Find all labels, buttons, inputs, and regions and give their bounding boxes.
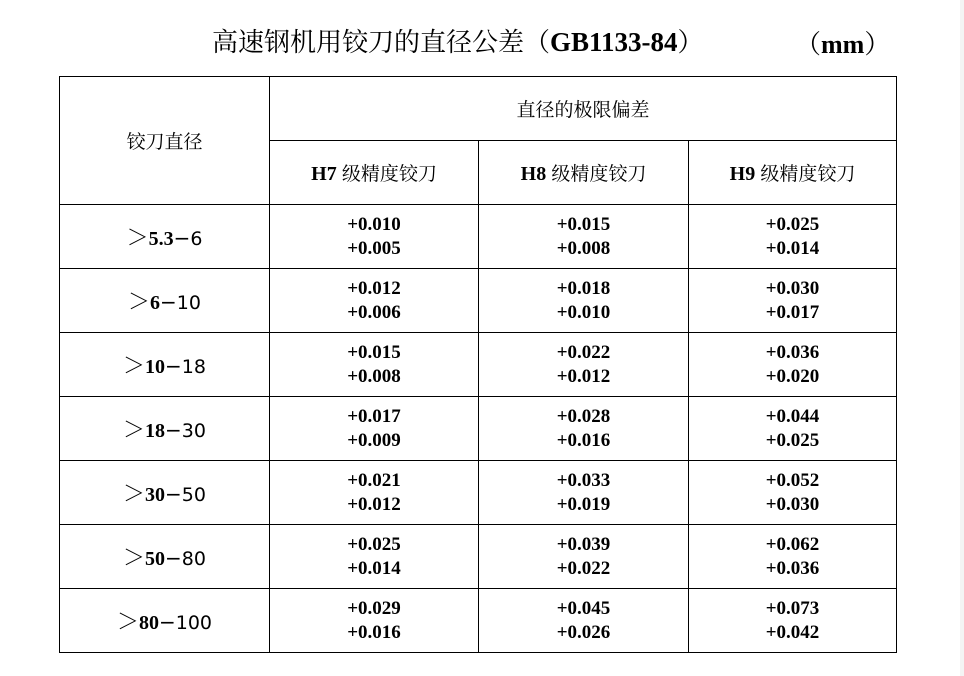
range-from: 5.3: [148, 228, 174, 250]
lower-deviation: +0.008: [556, 237, 611, 259]
unit-label: [795, 24, 890, 61]
standard-code: GB1133-84: [550, 27, 678, 57]
table-row: [60, 397, 897, 461]
range-dash: −: [173, 226, 191, 250]
lower-deviation: +0.036: [765, 557, 820, 579]
grade-header-h7: [270, 141, 479, 205]
deviation-cell-h8: [479, 333, 689, 397]
upper-deviation: +0.029: [347, 597, 401, 619]
range-from: 50: [145, 548, 166, 570]
upper-deviation: +0.045: [556, 597, 611, 619]
deviation-cell-h9: [689, 333, 897, 397]
window-edge: [960, 0, 964, 676]
unit-text: mm: [821, 30, 865, 59]
diameter-range-cell: [60, 333, 270, 397]
range-from: 80: [138, 612, 159, 634]
title-close: ）: [677, 28, 704, 58]
greater-than-sign: ＞: [123, 482, 146, 507]
table-row: [60, 269, 897, 333]
greater-than-sign: ＞: [123, 418, 146, 443]
grade-label: 级精度铰刀: [760, 163, 856, 185]
lower-deviation: +0.012: [556, 365, 611, 387]
deviation-cell-h7: [270, 205, 479, 269]
upper-deviation: +0.018: [556, 277, 611, 299]
deviation-cell-h8: [479, 269, 689, 333]
deviation-cell-h9: [689, 397, 897, 461]
deviation-cell-h7: [270, 269, 479, 333]
range-from: 10: [145, 356, 166, 378]
upper-deviation: +0.021: [347, 469, 401, 491]
row-header-diameter: 铰刀直径: [60, 77, 270, 205]
range-dash: −: [158, 610, 176, 634]
lower-deviation: +0.008: [347, 365, 401, 387]
lower-deviation: +0.030: [765, 493, 820, 515]
lower-deviation: +0.010: [556, 301, 611, 323]
upper-deviation: +0.017: [347, 405, 401, 427]
diameter-range-cell: [60, 269, 270, 333]
greater-than-sign: ＞: [123, 354, 146, 379]
range-to: 10: [176, 292, 201, 314]
grade-code: H7: [311, 163, 337, 185]
lower-deviation: +0.012: [347, 493, 401, 515]
upper-deviation: +0.033: [556, 469, 611, 491]
lower-deviation: +0.019: [556, 493, 611, 515]
range-dash: −: [165, 418, 182, 442]
lower-deviation: +0.014: [347, 557, 401, 579]
group-header-deviation: 直径的极限偏差: [270, 77, 897, 141]
deviation-cell-h9: [689, 269, 897, 333]
upper-deviation: +0.028: [556, 405, 611, 427]
greater-than-sign: ＞: [116, 610, 139, 635]
header-row-1: [60, 77, 897, 141]
upper-deviation: +0.012: [347, 277, 401, 299]
title-text: 高速钢机用铰刀的直径公差（: [212, 28, 551, 58]
grade-label: 级精度铰刀: [551, 163, 647, 185]
deviation-cell-h8: [479, 205, 689, 269]
lower-deviation: +0.016: [556, 429, 611, 451]
table-row: [60, 525, 897, 589]
lower-deviation: +0.022: [556, 557, 611, 579]
deviation-cell-h7: [270, 397, 479, 461]
grade-code: H8: [520, 163, 547, 185]
lower-deviation: +0.025: [765, 429, 820, 451]
deviation-cell-h8: [479, 461, 689, 525]
lower-deviation: +0.020: [765, 365, 820, 387]
diameter-range-cell: [60, 205, 270, 269]
upper-deviation: +0.073: [765, 597, 820, 619]
table-row: [60, 589, 897, 653]
range-to: 6: [190, 228, 203, 250]
greater-than-sign: ＞: [123, 546, 146, 571]
upper-deviation: +0.022: [556, 341, 611, 363]
table-row: [60, 205, 897, 269]
upper-deviation: +0.025: [765, 213, 820, 235]
upper-deviation: +0.015: [347, 341, 401, 363]
grade-label: 级精度铰刀: [341, 163, 437, 185]
range-to: 80: [181, 548, 206, 570]
deviation-cell-h8: [479, 589, 689, 653]
diameter-range-cell: [60, 461, 270, 525]
greater-than-sign: ＞: [128, 290, 151, 315]
diameter-range-cell: [60, 589, 270, 653]
upper-deviation: +0.039: [556, 533, 611, 555]
grade-code: H9: [729, 163, 756, 185]
diameter-range-cell: [60, 397, 270, 461]
tolerance-table: [59, 76, 897, 653]
range-dash: −: [160, 290, 177, 314]
deviation-cell-h9: [689, 589, 897, 653]
table-row: [60, 333, 897, 397]
grade-header-h9: [689, 141, 897, 205]
range-dash: −: [165, 354, 182, 378]
page-title: [212, 22, 704, 59]
unit-close: ）: [864, 30, 891, 60]
upper-deviation: +0.062: [765, 533, 820, 555]
range-to: 100: [175, 612, 213, 634]
deviation-cell-h7: [270, 589, 479, 653]
range-from: 30: [145, 484, 166, 506]
lower-deviation: +0.009: [347, 429, 401, 451]
deviation-cell-h9: [689, 525, 897, 589]
lower-deviation: +0.017: [765, 301, 820, 323]
diameter-range-cell: [60, 525, 270, 589]
upper-deviation: +0.036: [765, 341, 820, 363]
lower-deviation: +0.005: [347, 237, 401, 259]
upper-deviation: +0.030: [765, 277, 820, 299]
lower-deviation: +0.026: [556, 621, 611, 643]
range-to: 30: [181, 420, 206, 442]
range-to: 18: [181, 356, 206, 378]
range-to: 50: [181, 484, 206, 506]
upper-deviation: +0.025: [347, 533, 401, 555]
upper-deviation: +0.015: [556, 213, 611, 235]
unit-open: （: [795, 30, 822, 60]
deviation-cell-h8: [479, 525, 689, 589]
table-row: [60, 461, 897, 525]
range-dash: −: [165, 546, 182, 570]
greater-than-sign: ＞: [126, 226, 149, 251]
range-from: 18: [145, 420, 166, 442]
deviation-cell-h7: [270, 461, 479, 525]
lower-deviation: +0.014: [765, 237, 820, 259]
lower-deviation: +0.016: [347, 621, 401, 643]
grade-header-h8: [479, 141, 689, 205]
upper-deviation: +0.044: [765, 405, 820, 427]
deviation-cell-h9: [689, 205, 897, 269]
deviation-cell-h7: [270, 525, 479, 589]
range-from: 6: [150, 292, 161, 314]
upper-deviation: +0.010: [347, 213, 401, 235]
lower-deviation: +0.006: [347, 301, 401, 323]
range-dash: −: [165, 482, 182, 506]
deviation-cell-h8: [479, 397, 689, 461]
table-body: [60, 77, 897, 653]
upper-deviation: +0.052: [765, 469, 820, 491]
lower-deviation: +0.042: [765, 621, 820, 643]
deviation-cell-h9: [689, 461, 897, 525]
deviation-cell-h7: [270, 333, 479, 397]
